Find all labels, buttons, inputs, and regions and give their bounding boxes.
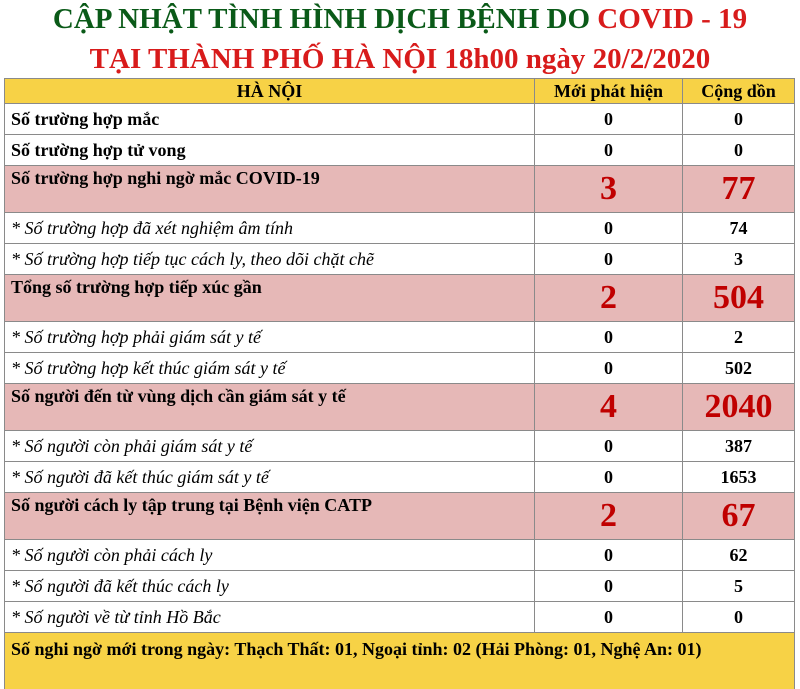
row-total-value: 2 xyxy=(683,322,795,353)
row-total-value: 3 xyxy=(683,244,795,275)
table-row xyxy=(5,353,795,384)
row-total-value: 0 xyxy=(683,104,795,135)
row-new-value: 0 xyxy=(535,213,683,244)
table-row xyxy=(5,602,795,633)
row-total-value: 5 xyxy=(683,571,795,602)
table-row xyxy=(5,431,795,462)
title-line-1 xyxy=(0,0,800,38)
row-label: * Số người đã kết thúc cách ly xyxy=(5,571,535,602)
row-new-value: 0 xyxy=(535,540,683,571)
title-line-2: TẠI THÀNH PHỐ HÀ NỘI 18h00 ngày 20/2/2020 xyxy=(0,40,800,78)
row-new-value: 2 xyxy=(535,493,683,540)
row-label: * Số trường hợp phải giám sát y tế xyxy=(5,322,535,353)
table-row xyxy=(5,213,795,244)
row-label: Số trường hợp nghi ngờ mắc COVID-19 xyxy=(5,166,535,213)
row-label: Số người đến từ vùng dịch cần giám sát y tế xyxy=(5,384,535,431)
header-new: Mới phát hiện xyxy=(535,79,683,104)
table-row xyxy=(5,275,795,322)
table-row xyxy=(5,322,795,353)
table-row xyxy=(5,135,795,166)
table-row xyxy=(5,384,795,431)
row-total-value: 74 xyxy=(683,213,795,244)
row-new-value: 0 xyxy=(535,431,683,462)
row-total-value: 387 xyxy=(683,431,795,462)
row-new-value: 0 xyxy=(535,602,683,633)
row-new-value: 0 xyxy=(535,135,683,166)
table-row xyxy=(5,104,795,135)
row-total-value: 0 xyxy=(683,602,795,633)
row-label: Số trường hợp tử vong xyxy=(5,135,535,166)
row-label: * Số người còn phải giám sát y tế xyxy=(5,431,535,462)
title-prefix: CẬP NHẬT TÌNH HÌNH DỊCH BỆNH DO xyxy=(53,3,597,35)
table-row xyxy=(5,462,795,493)
table-row xyxy=(5,493,795,540)
row-label: Số trường hợp mắc xyxy=(5,104,535,135)
table-header-row xyxy=(5,79,795,104)
row-new-value: 0 xyxy=(535,104,683,135)
row-label: * Số trường hợp đã xét nghiệm âm tính xyxy=(5,213,535,244)
row-label: * Số người về từ tỉnh Hồ Bắc xyxy=(5,602,535,633)
row-label: * Số trường hợp kết thúc giám sát y tế xyxy=(5,353,535,384)
header-total: Cộng dồn xyxy=(683,79,795,104)
row-new-value: 4 xyxy=(535,384,683,431)
table-row xyxy=(5,244,795,275)
row-label: Số người cách ly tập trung tại Bệnh viện CATP xyxy=(5,493,535,540)
row-new-value: 0 xyxy=(535,571,683,602)
row-total-value: 1653 xyxy=(683,462,795,493)
table-row xyxy=(5,166,795,213)
row-new-value: 0 xyxy=(535,462,683,493)
row-total-value: 77 xyxy=(683,166,795,213)
row-total-value: 0 xyxy=(683,135,795,166)
row-total-value: 62 xyxy=(683,540,795,571)
table-row xyxy=(5,540,795,571)
row-new-value: 0 xyxy=(535,244,683,275)
row-label: * Số người còn phải cách ly xyxy=(5,540,535,571)
row-label: Tổng số trường hợp tiếp xúc gần xyxy=(5,275,535,322)
row-total-value: 67 xyxy=(683,493,795,540)
row-total-value: 2040 xyxy=(683,384,795,431)
table-body xyxy=(5,104,795,633)
row-new-value: 0 xyxy=(535,353,683,384)
stats-table xyxy=(4,78,795,689)
row-new-value: 3 xyxy=(535,166,683,213)
row-total-value: 502 xyxy=(683,353,795,384)
row-new-value: 2 xyxy=(535,275,683,322)
header-region: HÀ NỘI xyxy=(5,79,535,104)
row-label: * Số trường hợp tiếp tục cách ly, theo dõi chặt chẽ xyxy=(5,244,535,275)
row-new-value: 0 xyxy=(535,322,683,353)
table-row xyxy=(5,571,795,602)
row-total-value: 504 xyxy=(683,275,795,322)
title-highlight: COVID - 19 xyxy=(597,3,747,35)
row-label: * Số người đã kết thúc giám sát y tế xyxy=(5,462,535,493)
footer-note: Số nghi ngờ mới trong ngày: Thạch Thất: 01, Ngoại tỉnh: 02 (Hải Phòng: 01, Nghệ An: 01) xyxy=(5,633,795,689)
table-footer-row xyxy=(5,633,795,689)
